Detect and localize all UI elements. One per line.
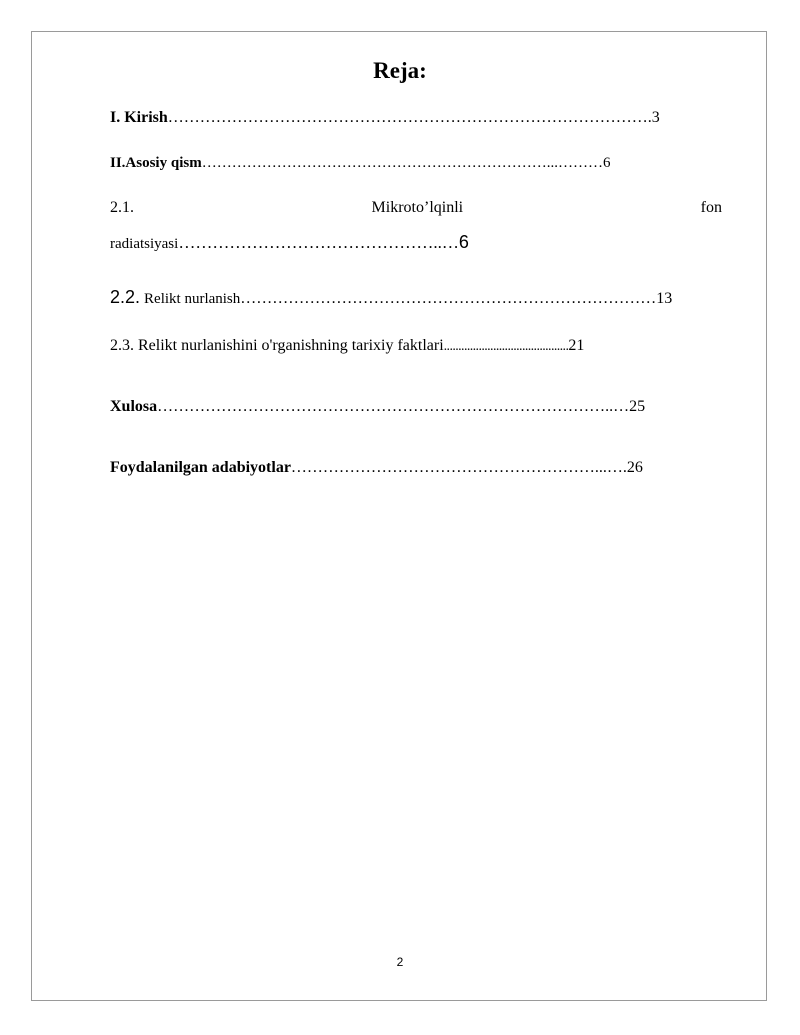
toc-page-number: 6 (602, 155, 611, 171)
toc-label: 2.3. Relikt nurlanishini o'rganishning tarixiy faktlari (110, 337, 444, 354)
toc-leader-dots: ........................................... (443, 339, 569, 354)
page-number: 2 (396, 955, 404, 969)
toc-page-number: 26 (626, 459, 643, 476)
toc-leader-dots: ………………………………………………………………………………. (167, 109, 652, 126)
toc-leader-dots: …………………………………………………………………………..… (157, 398, 630, 415)
toc-leader-dots: …………………………………………………………………… (240, 290, 657, 307)
toc-label: Foydalanilgan adabiyotlar (110, 459, 291, 476)
toc-label: Relikt nurlanish (144, 291, 241, 307)
toc-leader-dots: …………………………………………………...…. (290, 459, 627, 476)
toc-section-number: 2.2. (110, 287, 141, 307)
toc-page-number: 21 (568, 337, 585, 354)
toc-leader-dots: ………………………………………..… (178, 233, 459, 252)
toc-leader-dots: ……………………………………………………………...……… (201, 155, 603, 171)
toc-item-2-3 (110, 336, 584, 357)
toc-label: I. Kirish (110, 109, 168, 126)
toc-item-kirish (110, 108, 660, 128)
toc-item-2-1-line2 (110, 232, 469, 254)
toc-label: Xulosa (110, 398, 158, 415)
toc-item-adabiyotlar (110, 458, 643, 478)
toc-page-number: 25 (629, 398, 646, 415)
toc-page-number: 13 (656, 290, 673, 307)
toc-page-number: 3 (651, 109, 660, 126)
toc-label: radiatsiyasi (110, 236, 179, 252)
page-frame (31, 31, 767, 1001)
toc-label: II.Asosiy qism (110, 155, 202, 171)
toc-item-2-2 (110, 287, 672, 309)
page-title: Reja: (373, 58, 427, 83)
toc-item-2-1-line1 (110, 198, 722, 218)
toc-label-suffix: fon (700, 199, 722, 216)
toc-label-prefix: 2.1. (110, 199, 134, 216)
toc-item-xulosa (110, 397, 645, 417)
toc-item-asosiy-qism (110, 153, 610, 173)
toc-label-middle: Mikroto’lqinli (371, 199, 464, 216)
toc-page-number: 6 (458, 232, 469, 252)
